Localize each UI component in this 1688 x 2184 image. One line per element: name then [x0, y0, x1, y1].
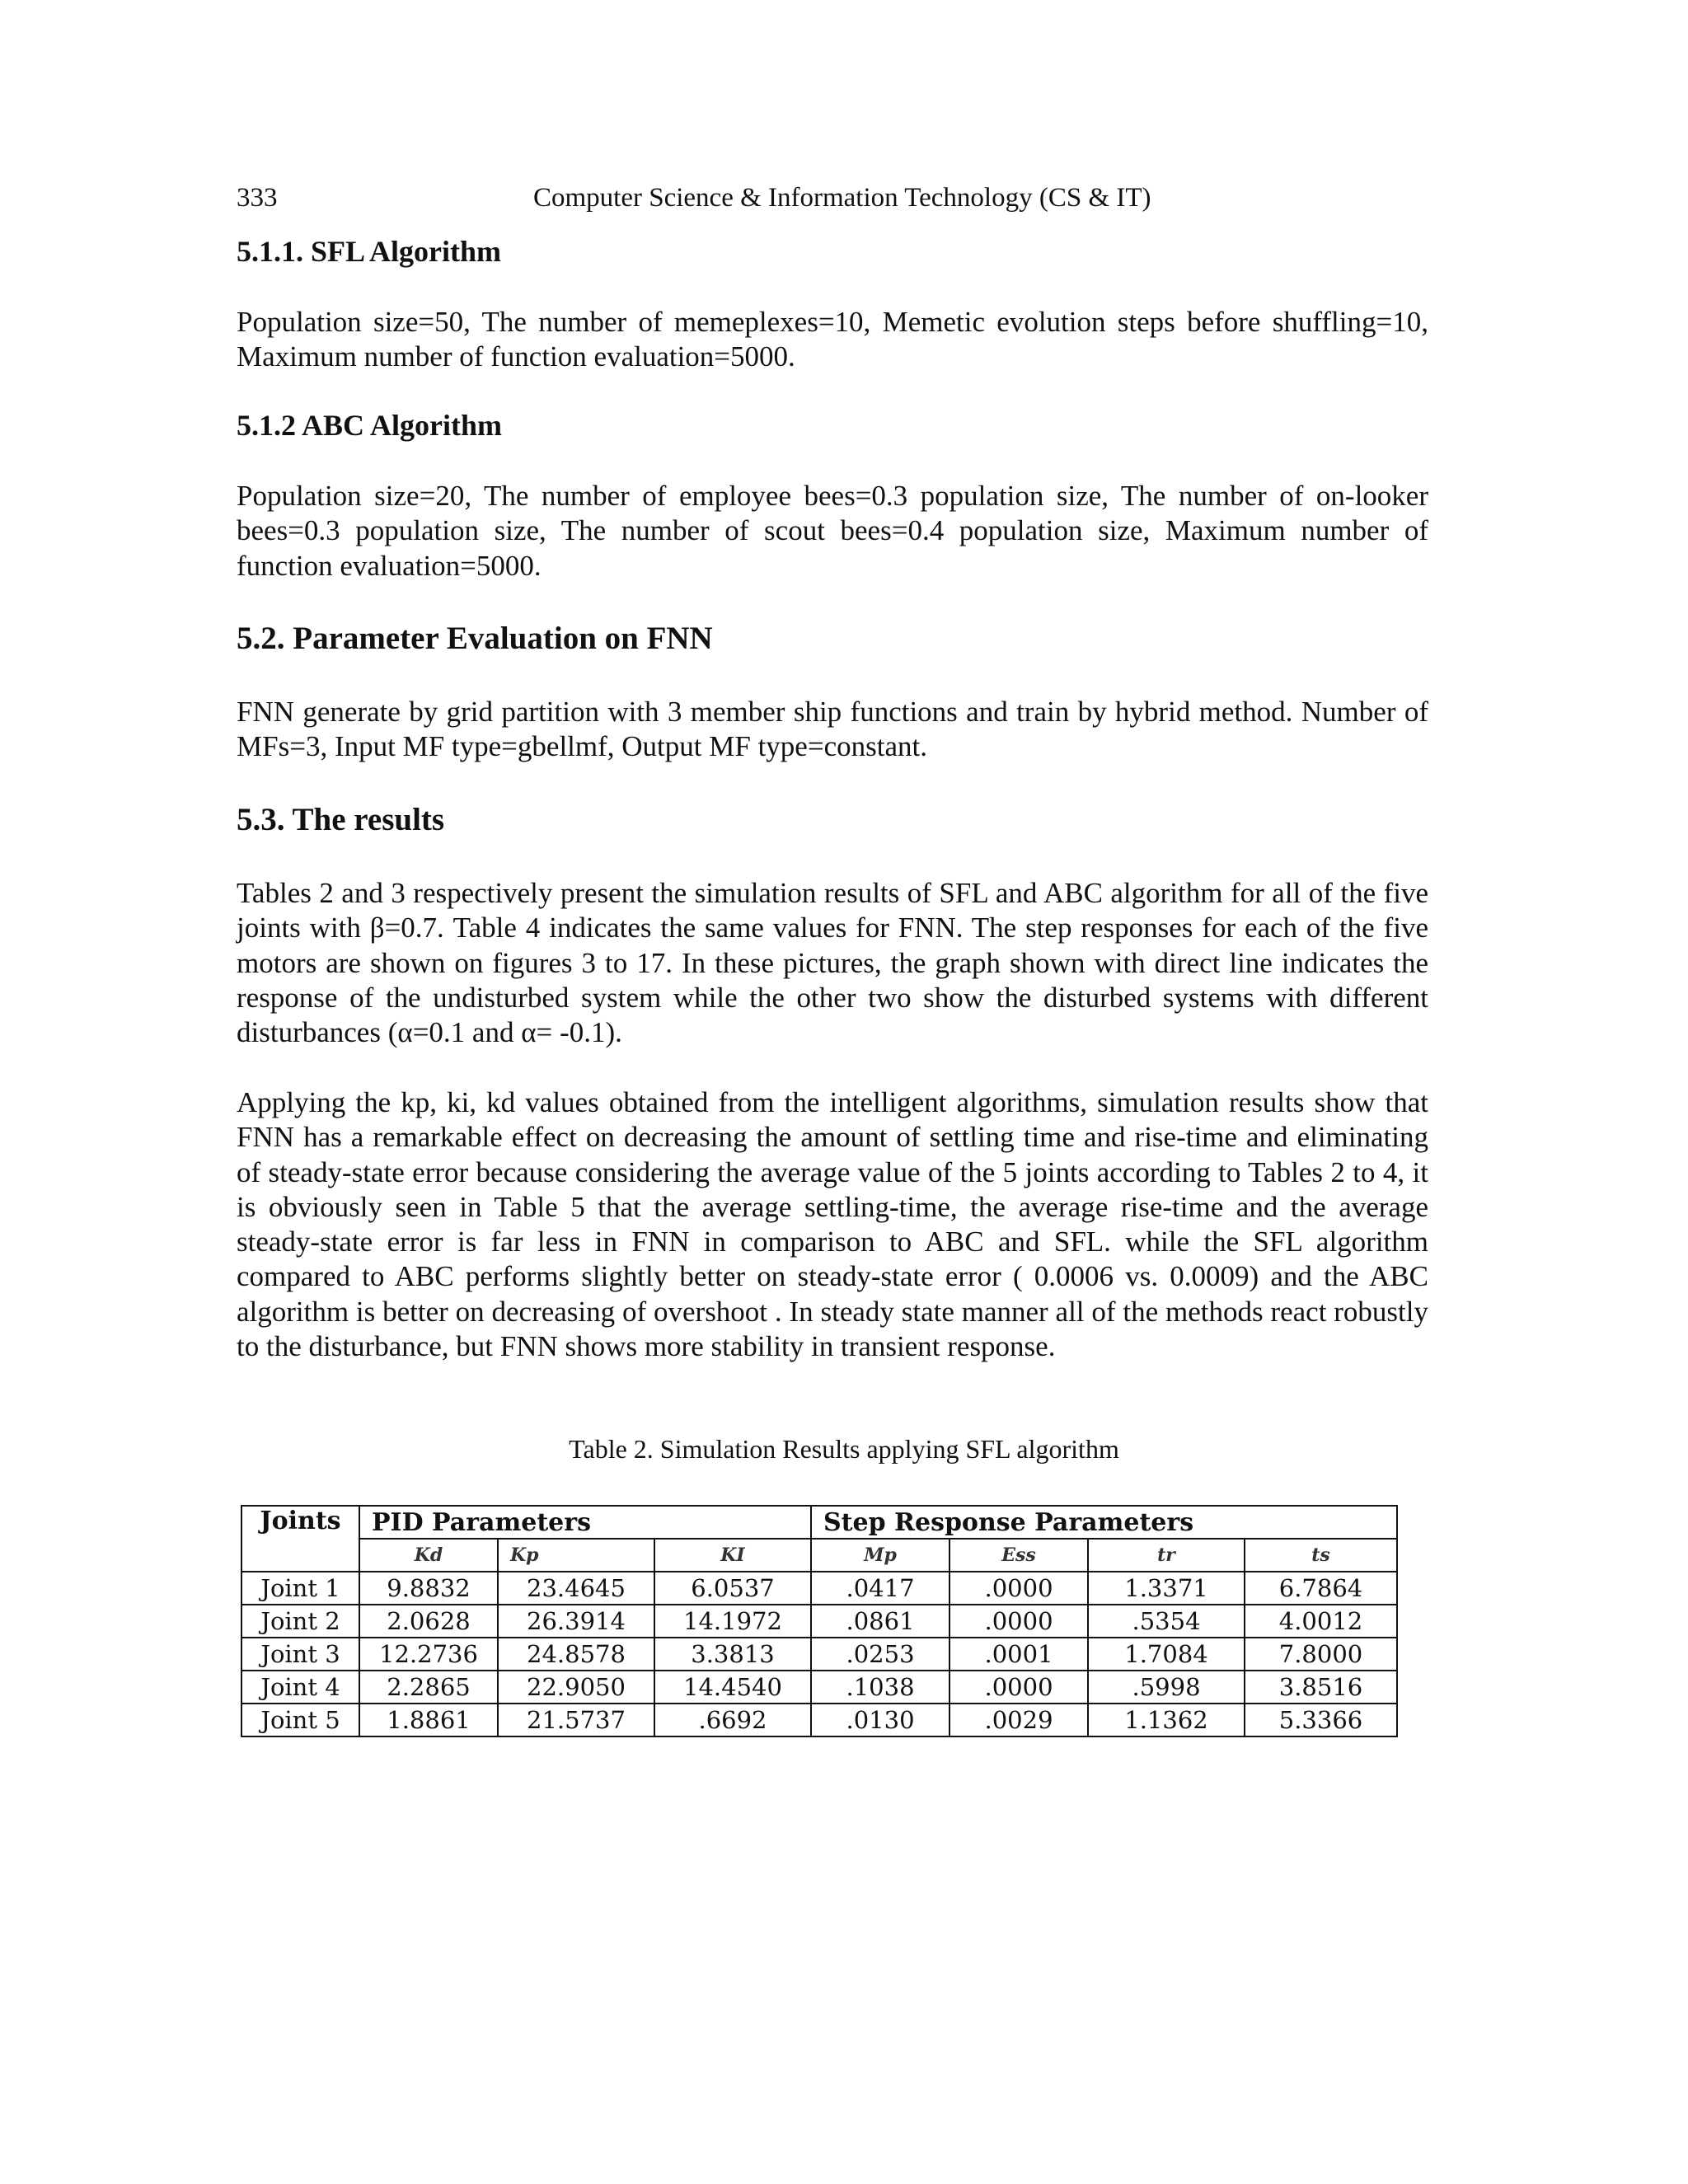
cell: 2.0628 [359, 1605, 498, 1638]
cell: 1.8861 [359, 1704, 498, 1736]
row-label: Joint 3 [241, 1638, 359, 1671]
heading-5-1-1: 5.1.1. SFL Algorithm [237, 235, 502, 268]
row-label: Joint 5 [241, 1704, 359, 1736]
table-row [241, 1638, 1397, 1671]
cell: 14.1972 [654, 1605, 811, 1638]
cell: .0861 [811, 1605, 950, 1638]
col-ts: ts [1245, 1539, 1397, 1572]
cell: .5998 [1088, 1671, 1245, 1704]
table-row [241, 1671, 1397, 1704]
cell: 6.0537 [654, 1572, 811, 1605]
row-label: Joint 4 [241, 1671, 359, 1704]
heading-5-3: 5.3. The results [237, 802, 445, 837]
cell: 3.3813 [654, 1638, 811, 1671]
row-label: Joint 2 [241, 1605, 359, 1638]
running-title: Computer Science & Information Technology (CS & IT) [533, 183, 1151, 213]
col-kd: Kd [359, 1539, 498, 1572]
col-kp: Kp [498, 1539, 654, 1572]
col-ess: Ess [950, 1539, 1088, 1572]
cell: 21.5737 [498, 1704, 654, 1736]
results-table [241, 1505, 1396, 1737]
pid-parameters-header: PID Parameters [359, 1506, 811, 1539]
cell: 4.0012 [1245, 1605, 1397, 1638]
joints-header: Joints [241, 1506, 359, 1572]
cell: 6.7864 [1245, 1572, 1397, 1605]
cell: 7.8000 [1245, 1638, 1397, 1671]
paragraph-results-1: Tables 2 and 3 respectively present the simulation results of SFL and ABC algorithm for all of the five joints with β=0.7. Table 4 indicates the same values for FNN. The step responses for each of the five motors are shown on figures 3 to 17. In these pictures, the graph shown with direct line indicates the response of the undisturbed system while the other two show the disturbed systems with different disturbances (α=0.1 and α= -0.1). [237, 877, 1428, 1049]
cell: .1038 [811, 1671, 950, 1704]
cell: .0000 [950, 1605, 1088, 1638]
cell: 1.7084 [1088, 1638, 1245, 1671]
heading-5-1-2: 5.1.2 ABC Algorithm [237, 409, 503, 442]
col-ki: KI [654, 1539, 811, 1572]
cell: 3.8516 [1245, 1671, 1397, 1704]
cell: .0417 [811, 1572, 950, 1605]
paragraph-results-2: Applying the kp, ki, kd values obtained from the intelligent algorithms, simulation results show that FNN has a remarkable effect on decreasing the amount of settling time and rise-time and eliminating of steady-state error because considering the average value of the 5 joints according to Tables 2 to 4, it is obviously seen in Table 5 that the average settling-time, the average rise-time and the average steady-state error is far less in FNN in comparison to ABC and SFL. while the SFL algorithm compared to ABC performs slightly better on steady-state error ( 0.0006 vs. 0.0009) and the ABC algorithm is better on decreasing of overshoot . In steady state manner all of the methods react robustly to the disturbance, but FNN shows more stability in transient response. [237, 1086, 1428, 1363]
col-mp: Mp [811, 1539, 950, 1572]
cell: 22.9050 [498, 1671, 654, 1704]
paragraph-abc-params: Population size=20, The number of employee bees=0.3 population size, The number of on-looker bees=0.3 population size, The number of scout bees=0.4 population size, Maximum number of function evaluation=5000. [237, 480, 1428, 582]
cell: 23.4645 [498, 1572, 654, 1605]
cell: .0000 [950, 1572, 1088, 1605]
cell: .6692 [654, 1704, 811, 1736]
paragraph-sfl-params: Population size=50, The number of memeplexes=10, Memetic evolution steps before shuffling=10, Maximum number of function evaluation=5000. [237, 306, 1428, 373]
cell: .0029 [950, 1704, 1088, 1736]
cell: 12.2736 [359, 1638, 498, 1671]
cell: .5354 [1088, 1605, 1245, 1638]
table-caption: Table 2. Simulation Results applying SFL algorithm [569, 1434, 1119, 1464]
heading-5-2: 5.2. Parameter Evaluation on FNN [237, 621, 713, 656]
cell: 1.1362 [1088, 1704, 1245, 1736]
cell: 2.2865 [359, 1671, 498, 1704]
cell: 5.3366 [1245, 1704, 1397, 1736]
table-row [241, 1605, 1397, 1638]
cell: .0001 [950, 1638, 1088, 1671]
step-response-header: Step Response Parameters [811, 1506, 1397, 1539]
paragraph-fnn-params: FNN generate by grid partition with 3 member ship functions and train by hybrid method. Number of MFs=3, Input MF type=gbellmf, Output MF type=constant. [237, 696, 1428, 763]
cell: .0253 [811, 1638, 950, 1671]
cell: 24.8578 [498, 1638, 654, 1671]
table-row [241, 1704, 1397, 1736]
cell: .0130 [811, 1704, 950, 1736]
cell: 26.3914 [498, 1605, 654, 1638]
cell: 1.3371 [1088, 1572, 1245, 1605]
page-number: 333 [237, 183, 278, 213]
col-tr: tr [1088, 1539, 1245, 1572]
sfl-results-table [241, 1505, 1398, 1737]
cell: 14.4540 [654, 1671, 811, 1704]
page-header [237, 183, 1428, 224]
table-row [241, 1572, 1397, 1605]
cell: 9.8832 [359, 1572, 498, 1605]
row-label: Joint 1 [241, 1572, 359, 1605]
cell: .0000 [950, 1671, 1088, 1704]
